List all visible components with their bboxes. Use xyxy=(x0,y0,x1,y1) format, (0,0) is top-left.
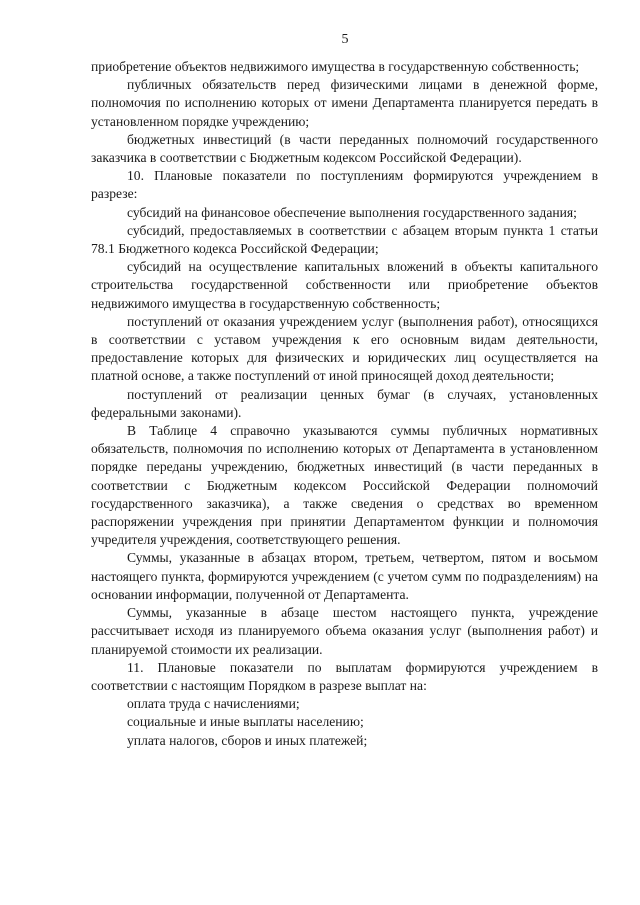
paragraph: 11. Плановые показатели по выплатам формируются учреждением в соответствии с настоящим Порядком в разрезе выплат на: xyxy=(91,659,598,693)
document-body xyxy=(91,58,598,750)
paragraph: В Таблице 4 справочно указываются суммы публичных нормативных обязательств, полномочия по исполнению которых от Департамента в установленном порядке переданы учреждению, бюджетных инвестиций (в части переданных в соответствии с Бюджетным кодексом Российской Федерации полномочий государственного заказчика), а также сведения о средствах во временном распоряжении учреждения при принятии Департаментом функции и полномочия учредителя учреждения, соответствующего решения. xyxy=(91,423,598,548)
paragraph: субсидий, предоставляемых в соответствии с абзацем вторым пункта 1 статьи 78.1 Бюджетного кодекса Российской Федерации; xyxy=(91,222,598,257)
list-item: социальные и иные выплаты населению; xyxy=(127,714,364,730)
paragraph: Суммы, указанные в абзацах втором, третьем, четвертом, пятом и восьмом настоящего пункта, формируются учреждением (с учетом сумм по подразделениям) на основании информации, полученной от Департамента. xyxy=(91,550,598,602)
list-item: оплата труда с начислениями; xyxy=(127,696,300,712)
paragraph: субсидий на финансовое обеспечение выполнения государственного задания; xyxy=(127,204,577,220)
page-number: 5 xyxy=(341,32,349,47)
paragraph: поступлений от реализации ценных бумаг (в случаях, установленных федеральными законами). xyxy=(91,386,598,420)
paragraph: 10. Плановые показатели по поступлениям формируются учреждением в разрезе: xyxy=(91,168,598,202)
list-item: уплата налогов, сборов и иных платежей; xyxy=(127,732,368,748)
paragraph: Суммы, указанные в абзаце шестом настоящего пункта, учреждение рассчитывает исходя из планируемого объема оказания услуг (выполнения работ) и планируемой стоимости их реализации. xyxy=(91,605,598,657)
paragraph: приобретение объектов недвижимого имущества в государственную собственность; xyxy=(91,59,580,74)
paragraph: поступлений от оказания учреждением услуг (выполнения работ), относящихся в соответствии с уставом учреждения к его основным видам деятельности, предоставление которых для физических и юридических лиц осуществляется на платной основе, а также поступлений от иной приносящей доход деятельности; xyxy=(91,313,598,384)
paragraph: публичных обязательств перед физическими лицами в денежной форме, полномочия по исполнению которых от имени Департамента планируется передать в установленном порядке учреждению; xyxy=(91,77,598,129)
paragraph: субсидий на осуществление капитальных вложений в объекты капитального строительства государственной собственности или приобретение объектов недвижимого имущества в государственную собственность; xyxy=(91,259,598,311)
paragraph: бюджетных инвестиций (в части переданных полномочий государственного заказчика в соответствии с Бюджетным кодексом Российской Федерации). xyxy=(91,131,598,166)
